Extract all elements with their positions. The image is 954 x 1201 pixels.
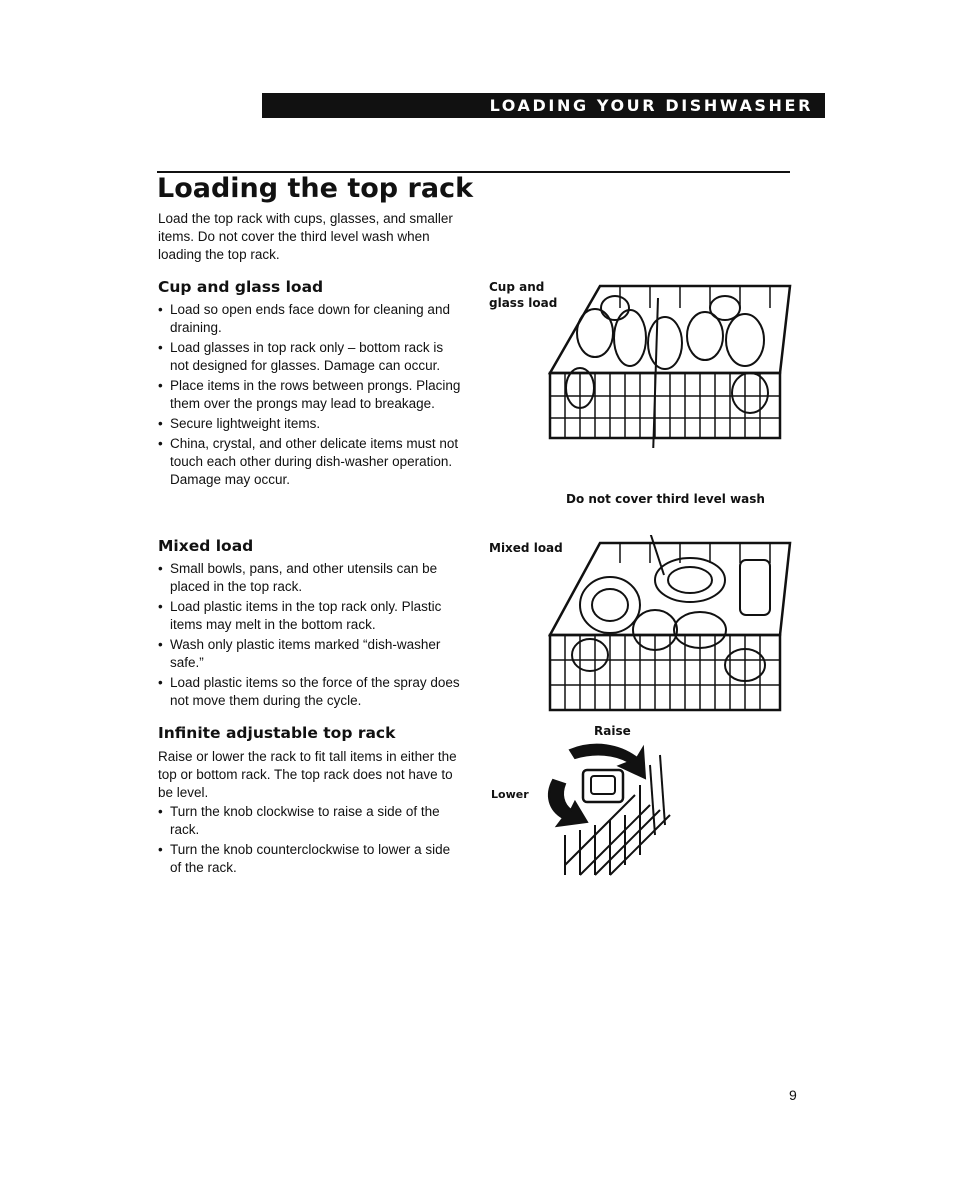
cup-glass-label: Cup and glass load (489, 280, 558, 310)
third-level-label: Do not cover third level wash (566, 492, 765, 506)
list-item: • Turn the knob clockwise to raise a side of the rack. (158, 803, 463, 839)
section-banner (262, 93, 825, 118)
mixed-load-title: Mixed load (158, 537, 254, 555)
list-item: • Load glasses in top rack only – bottom rack is not designed for glasses. Damage can occur. (158, 339, 463, 375)
cup-glass-rack-illustration (540, 278, 800, 448)
list-item: • Load plastic items so the force of the spray does not move them during the cycle. (158, 674, 463, 710)
cup-glass-title: Cup and glass load (158, 278, 324, 296)
mixed-load-rack-illustration (540, 535, 800, 720)
page-number: 9 (789, 1087, 797, 1103)
adjustable-rack-title: Infinite adjustable top rack (158, 724, 396, 742)
section-banner-text: LOADING YOUR DISHWASHER (489, 96, 813, 115)
adjustable-rack-paragraph: Raise or lower the rack to fit tall items in either the top or bottom rack. The top rack does not have to be level. (158, 749, 457, 800)
mixed-load-list (158, 560, 463, 712)
list-item: • Turn the knob counterclockwise to lower a side of the rack. (158, 841, 463, 877)
lower-label: Lower (491, 788, 529, 801)
list-item: • Load plastic items in the top rack only. Plastic items may melt in the bottom rack. (158, 598, 463, 634)
raise-arrow-icon (570, 745, 645, 778)
lower-arrow-icon (549, 780, 587, 826)
list-item: • Wash only plastic items marked “dish-washer safe.” (158, 636, 463, 672)
intro-paragraph: Load the top rack with cups, glasses, and smaller items. Do not cover the third level wash when loading the top rack. (158, 211, 453, 262)
cup-glass-list (158, 301, 463, 491)
raise-label: Raise (594, 724, 631, 738)
list-item: • Load so open ends face down for cleaning and draining. (158, 301, 463, 337)
adjustable-rack-list (158, 803, 463, 879)
mixed-load-label: Mixed load (489, 541, 563, 555)
list-item: • China, crystal, and other delicate items must not touch each other during dish-washer operation. Damage may occur. (158, 435, 463, 489)
list-item: • Secure lightweight items. (158, 415, 463, 433)
list-item: • Place items in the rows between prongs. Placing them over the prongs may lead to breakage. (158, 377, 463, 413)
rack-adjuster-knob-illustration (535, 740, 680, 880)
page-title: Loading the top rack (157, 173, 474, 204)
list-item: • Small bowls, pans, and other utensils can be placed in the top rack. (158, 560, 463, 596)
